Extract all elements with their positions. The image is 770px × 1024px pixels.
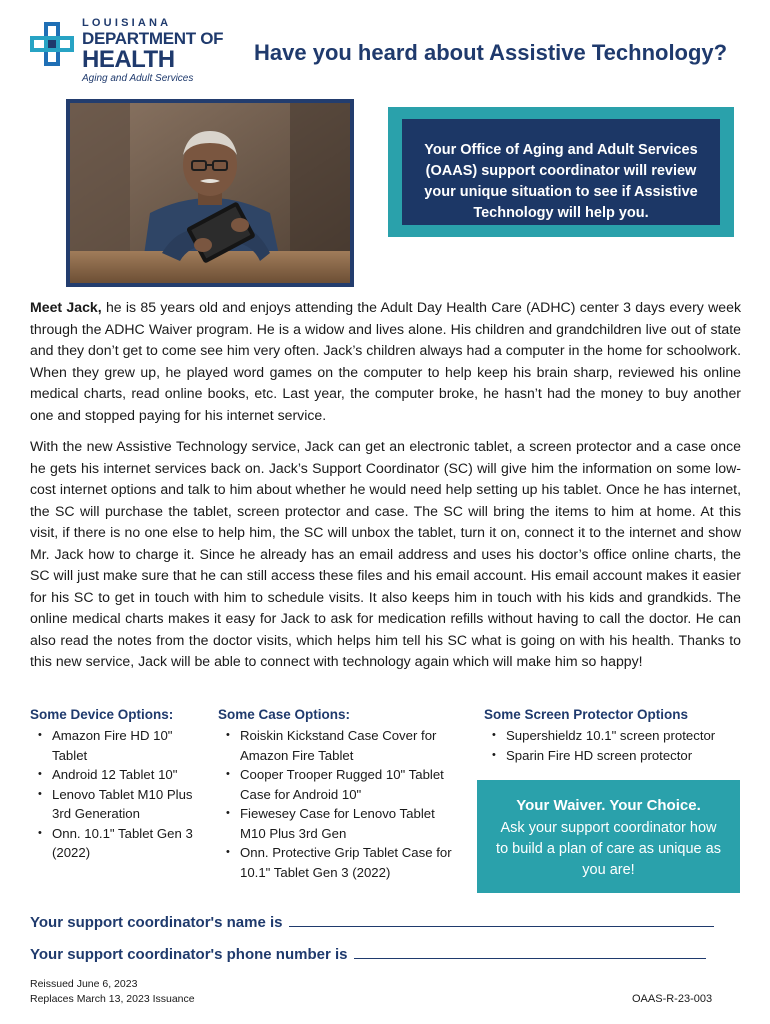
sc-phone-blank[interactable] bbox=[354, 944, 706, 959]
screen-protector-options-list bbox=[484, 726, 744, 765]
case-options-list bbox=[218, 726, 458, 882]
story-lead: Meet Jack, bbox=[30, 299, 102, 315]
logo-subtitle: Aging and Adult Services bbox=[82, 73, 194, 84]
department-logo bbox=[30, 16, 230, 86]
form-number: OAAS-R-23-003 bbox=[632, 993, 713, 1005]
story-paragraph-1-text: he is 85 years old and enjoys attending the Adult Day Health Care (ADHC) center 3 days every week through the ADHC Waiver program. He is a widow and lives alone. His children and grandchildren live out of state and they don’t get to come see him very often. Jack’s children always had a computer in the home for schoolwork. When they grew up, he played word games on the computer to help keep his brain sharp, reviewed his online medical charts, read online books, etc. Last year, the computer broke, he hasn’t had the money to buy another one and stopped paying for his internet service. bbox=[30, 299, 741, 423]
oaas-callout-inner bbox=[402, 119, 720, 225]
list-item: • Amazon Fire HD 10" Tablet bbox=[30, 726, 210, 765]
sc-phone-label: Your support coordinator's phone number is bbox=[30, 946, 348, 963]
waiver-text: Ask your support coordinator how to build a plan of care as unique as you are! bbox=[496, 820, 721, 878]
list-item: • Sparin Fire HD screen protector bbox=[484, 746, 744, 766]
device-options-heading: Some Device Options: bbox=[30, 707, 174, 722]
sc-phone-line bbox=[30, 944, 706, 963]
oaas-callout-text: Your Office of Aging and Adult Services (OAAS) support coordinator will review your unique situation to see if Assistive Technology will help you. bbox=[424, 142, 698, 221]
waiver-title: Your Waiver. Your Choice. bbox=[516, 797, 701, 814]
issuance-info bbox=[30, 977, 195, 1007]
list-item: • Lenovo Tablet M10 Plus 3rd Generation bbox=[30, 785, 210, 824]
list-item: • Fiewesey Case for Lenovo Tablet M10 Plus 3rd Gen bbox=[218, 804, 458, 843]
case-options bbox=[218, 707, 458, 882]
list-item: • Cooper Trooper Rugged 10" Tablet Case for Android 10" bbox=[218, 765, 458, 804]
list-item: • Onn. Protective Grip Tablet Case for 10.1" Tablet Gen 3 (2022) bbox=[218, 843, 458, 882]
sc-name-blank[interactable] bbox=[289, 912, 714, 927]
device-options bbox=[30, 707, 210, 863]
oaas-callout-box bbox=[388, 107, 734, 237]
reissued-date: Reissued June 6, 2023 bbox=[30, 978, 138, 990]
screen-protector-options-heading: Some Screen Protector Options bbox=[484, 707, 689, 722]
screen-protector-options bbox=[484, 707, 744, 765]
photo-illustration bbox=[70, 103, 350, 283]
list-item: • Android 12 Tablet 10" bbox=[30, 765, 210, 785]
case-options-heading: Some Case Options: bbox=[218, 707, 351, 722]
logo-health: HEALTH bbox=[82, 46, 175, 73]
photo-man-with-tablet bbox=[66, 99, 354, 287]
logo-state: LOUISIANA bbox=[82, 17, 172, 29]
sc-name-label: Your support coordinator's name is bbox=[30, 914, 283, 931]
list-item: • Onn. 10.1" Tablet Gen 3 (2022) bbox=[30, 824, 210, 863]
story-paragraph-1 bbox=[30, 297, 741, 426]
story-paragraph-2: With the new Assistive Technology service, Jack can get an electronic tablet, a screen protector and a case once he gets his internet services back on. Jack’s Support Coordinator (SC) will give him the information on some low-cost internet options and talk to him about whether he would need help setting up his tablet. Once he has internet, the SC will purchase the tablet, screen protector and case. The SC will bring the items to him at home. At this visit, if there is no one else to help him, the SC will unbox the tablet, turn it on, connect it to the internet and show Mr. Jack how to charge it. Since he already has an email address and uses his doctor’s office online charts, the SC will just make sure that he can still access these files and his email account. His email account makes it easier for his SC to get in touch with him to schedule visits. It also keeps him in touch with his kids and grandkids. The online medical charts makes it easy for Jack to ask for medication refills without having to call the doctor. He can also read the notes from the doctor visits, which helps him tell his SC what is going on with his health. Thanks to this new service, Jack will be able to connect with technology again which will make him so happy! bbox=[30, 438, 741, 669]
replaces-date: Replaces March 13, 2023 Issuance bbox=[30, 993, 195, 1005]
page-title: Have you heard about Assistive Technology? bbox=[254, 40, 728, 65]
list-item: • Roiskin Kickstand Case Cover for Amazon Fire Tablet bbox=[218, 726, 458, 765]
health-cross-logo-icon bbox=[30, 22, 74, 66]
list-item: • Supershieldz 10.1" screen protector bbox=[484, 726, 744, 746]
device-options-list bbox=[30, 726, 210, 863]
waiver-choice-box bbox=[477, 780, 740, 893]
logo-department: DEPARTMENT OF bbox=[82, 29, 224, 48]
sc-name-line bbox=[30, 912, 714, 931]
